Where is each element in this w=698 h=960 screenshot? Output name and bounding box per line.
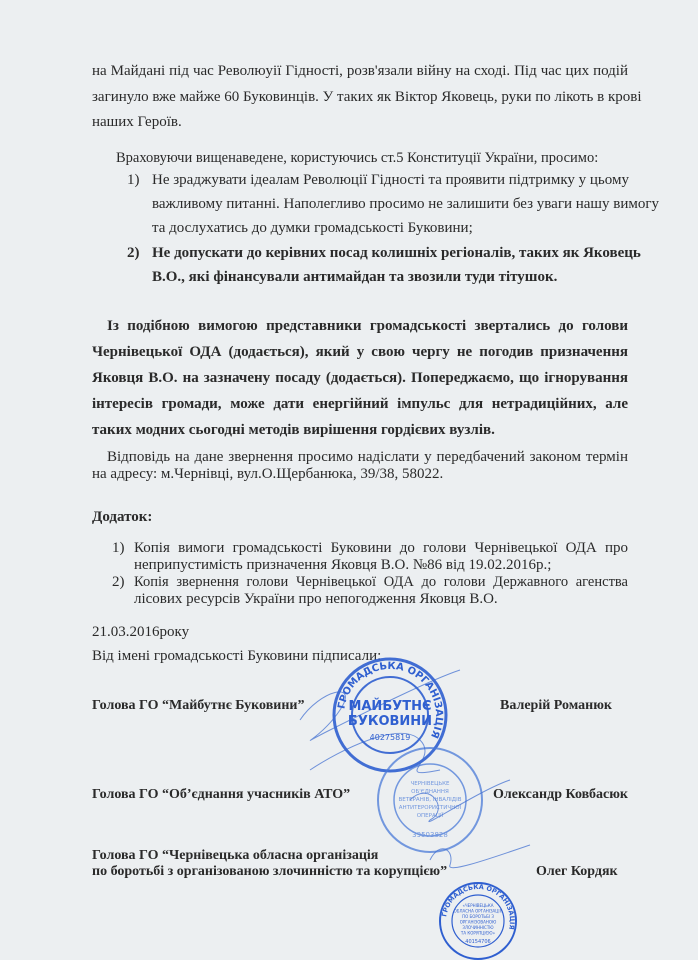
list-item-line: В.О., які фінансували антимайдан та звозили туди тітушок. — [152, 269, 558, 285]
list-item-line: важливому питанні. Наполегливо просимо не залишити без уваги нашу вимогу — [152, 196, 659, 212]
reply-line: Відповідь на дане звернення просимо надіслати у передбачений законом термін — [107, 449, 628, 465]
svg-text:БУКОВИНИ: БУКОВИНИ — [347, 714, 433, 729]
svg-text:39503828: 39503828 — [412, 831, 448, 839]
stamp-text: «ЧЕРНІВЕЦЬКА — [462, 903, 494, 908]
signatory-role: Голова ГО “Чернівецька обласна організація — [92, 848, 379, 863]
annex-line: Копія звернення голови Чернівецької ОДА до голови Державного агенства — [134, 574, 628, 590]
annex-title: Додаток: — [92, 509, 153, 525]
svg-text:40275819: 40275819 — [369, 733, 411, 742]
text-line: загинуло вже майже 60 Буковинців. У таких як Віктор Яковець, руки по лікоть в крові — [92, 89, 642, 105]
list-number: 1) — [127, 172, 140, 188]
request-lead: Враховуючи вищенаведене, користуючись ст.5 Конституції України, просимо: — [116, 150, 599, 166]
warning-line: Із подібною вимогою представники громадськості звертались до голови — [107, 318, 628, 334]
list-number: 1) — [112, 540, 125, 556]
stamp-text: ОБ'ЄДНАННЯ — [411, 789, 449, 795]
stamp-text: ПО БОРОТЬБІ З — [462, 914, 494, 919]
list-number: 2) — [127, 245, 140, 261]
svg-text:ГРОМАДСЬКА ОРГАНІЗАЦІЯ: ГРОМАДСЬКА ОРГАНІЗАЦІЯ — [336, 660, 445, 740]
stamp-text: ТА КОРУПЦІЄЮ» — [460, 930, 496, 936]
svg-text:40154706: 40154706 — [465, 939, 491, 945]
reply-line: на адресу: м.Чернівці, вул.О.Щербанюка, 39/38, 58022. — [92, 466, 444, 482]
stamp-text: АНТИТЕРОРИСТИЧНОЇ — [398, 805, 462, 811]
signatory-name: Олег Кордяк — [536, 864, 618, 879]
warning-line: Чернівецької ОДА (додається), який у свою чергу не погодив призначення — [92, 344, 628, 360]
signatory-name: Олександр Ковбасюк — [493, 787, 628, 802]
stamp-text: ЗЛОЧИННІСТЮ — [462, 925, 494, 930]
stamp-text: ЧЕРНІВЕЦЬКЕ — [410, 781, 450, 787]
signed-intro: Від імені громадськості Буковини підписали: — [92, 648, 382, 664]
annex-line: лісових ресурсів України про непогодження Яковця В.О. — [134, 591, 498, 607]
warning-line: інтересів громади, може дати енергійний імпульс для нетрадиційних, але — [92, 396, 628, 412]
list-number: 2) — [112, 574, 125, 590]
text-line: на Майдані під час Революуії Гідності, розв'язали війну на сході. Під час цих подій — [92, 63, 628, 79]
stamp-text: ОПЕРАЦІЇ — [416, 813, 444, 819]
warning-line: таких модних сьогодні методів вирішення гордієвих вузлів. — [92, 422, 495, 438]
stamp-text: ВЕТЕРАНІВ, ІНВАЛІДІВ — [398, 797, 462, 803]
list-item-line: Не допускати до керівних посад колишніх регіоналів, таких як Яковець — [152, 245, 641, 261]
signatory-name: Валерій Романюк — [500, 698, 612, 713]
signatory-role: Голова ГО “Майбутнє Буковини” — [92, 698, 305, 713]
annex-line: неприпустимість призначення Яковця В.О. №86 від 19.02.2016р.; — [134, 557, 552, 573]
stamp-text: ОБЛАСНА ОРГАНІЗАЦІЯ — [453, 908, 503, 914]
warning-line: Яковця В.О. на зазначену посаду (додається). Попереджаємо, що ігнорування — [92, 370, 628, 386]
document-date: 21.03.2016року — [92, 624, 190, 640]
stamp-text: ОРГАНІЗОВАНОЮ — [459, 919, 497, 925]
text-line: наших Героїв. — [92, 114, 182, 130]
stamp-anticorruption-org — [438, 881, 518, 960]
svg-text:МАЙБУТНЄ: МАЙБУТНЄ — [348, 699, 432, 714]
list-item-line: та дослухатись до думки громадськості Буковини; — [152, 220, 473, 236]
signatory-role: по боротьбі з організованою злочинністю та корупцією” — [92, 864, 448, 879]
annex-line: Копія вимоги громадськості Буковини до голови Чернівецької ОДА про — [134, 540, 628, 556]
signatory-role: Голова ГО “Об’єднання учасників АТО” — [92, 787, 351, 802]
svg-text:ГРОМАДСЬКА ОРГАНІЗАЦІЯ: ГРОМАДСЬКА ОРГАНІЗАЦІЯ — [440, 882, 517, 931]
list-item-line: Не зраджувати ідеалам Революції Гідності та проявити підтримку у цьому — [152, 172, 629, 188]
